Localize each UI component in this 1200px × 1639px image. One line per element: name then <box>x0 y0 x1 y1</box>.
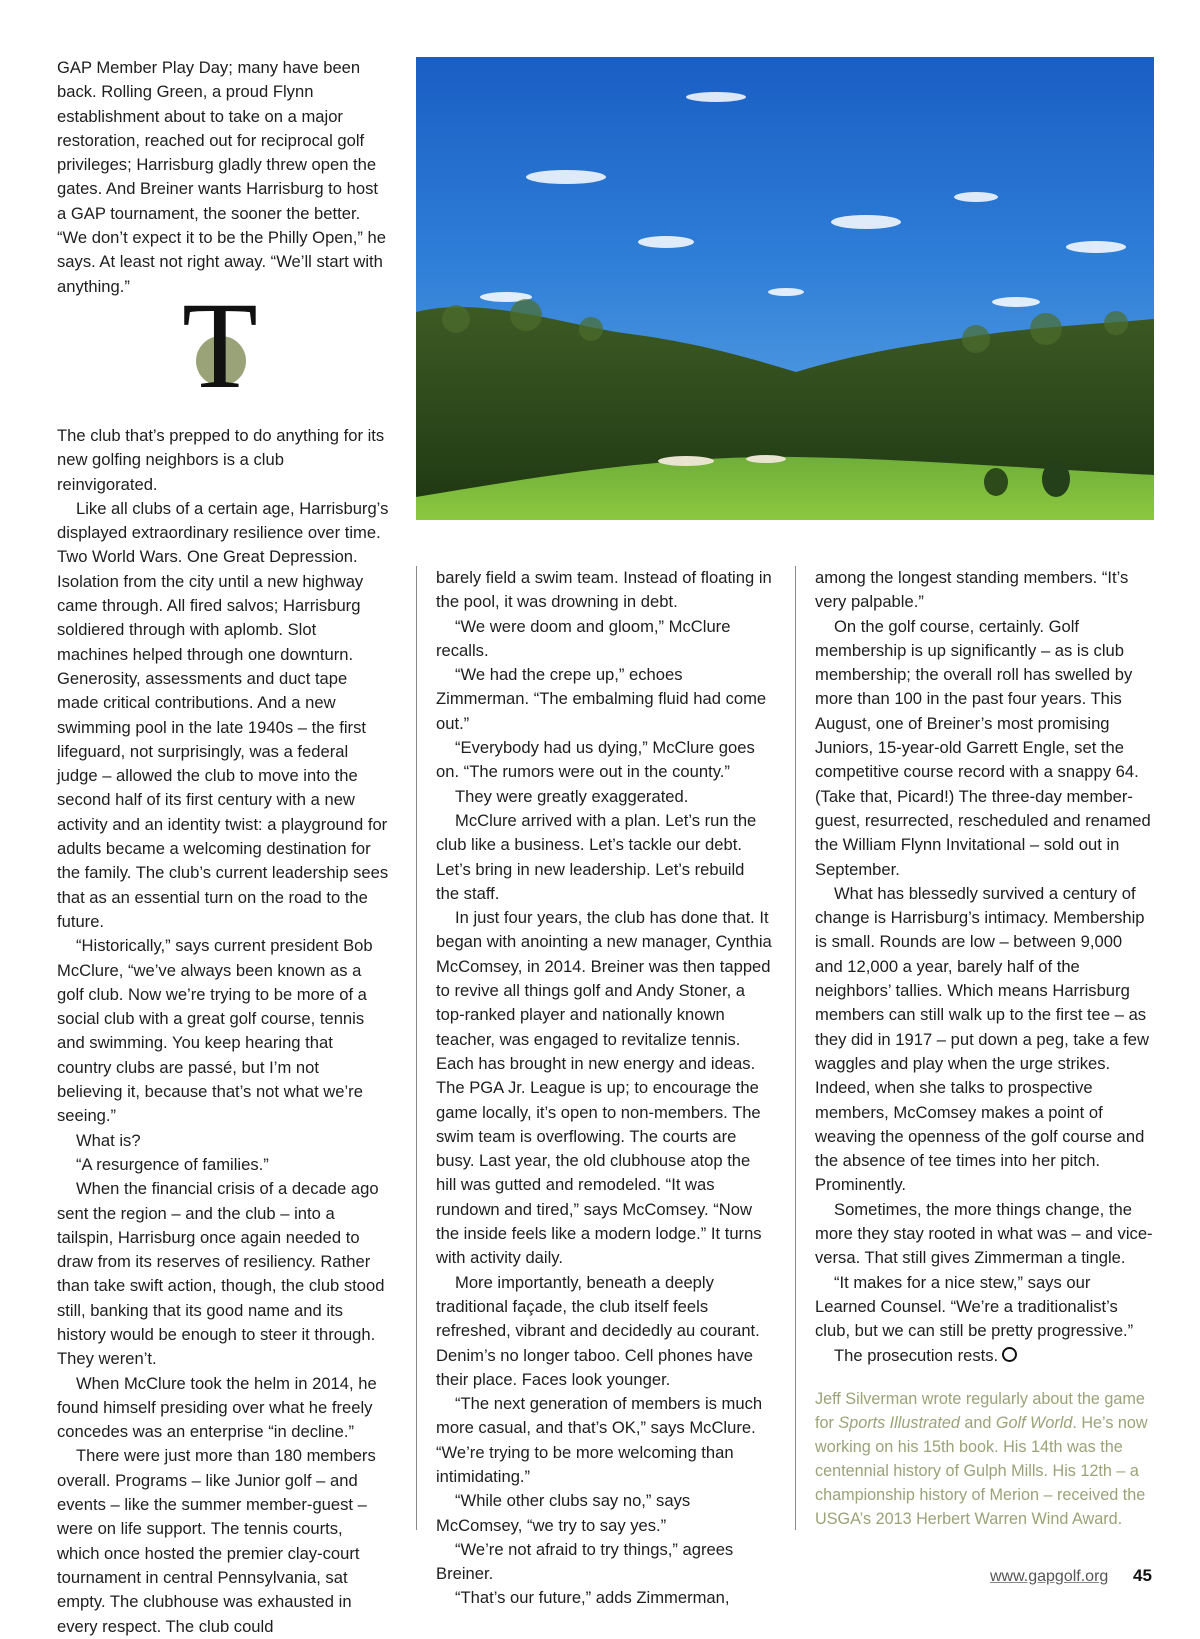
paragraph: They were greatly exaggerated. <box>455 786 689 806</box>
paragraph: GAP Member Play Day; many have been back. Rolling Green, a proud Flynn establishment about to take on a major restoration, reached out for reciprocal golf privileges; Harrisburg gladly threw open the gates. And Breiner wants Harrisburg to host a GAP tournament, the sooner the better. “We don’t expect it to be the Philly Open,” he says. At least not right away. “We’ll start with anything.” <box>57 58 386 296</box>
paragraph: There were just more than 180 members overall. Programs – like Junior golf – and events – like the summer member-guest – were on life support. The tennis courts, which once hosted the premier clay-court tournament in central Pennsylvania, sat empty. The clubhouse was exhausted in every respect. The club could <box>57 1446 376 1636</box>
drop-cap <box>176 277 288 414</box>
column-3 <box>815 566 1153 1368</box>
paragraph: When McClure took the helm in 2014, he found himself presiding over what he freely concedes was an enterprise “in decline.” <box>57 1373 377 1442</box>
column-2 <box>436 566 772 1611</box>
author-bio <box>815 1387 1155 1531</box>
bio-text: and <box>959 1414 996 1432</box>
column-rule <box>416 566 417 1530</box>
paragraph: “Historically,” says current president Bob McClure, “we’ve always been known as a golf club. Now we’re trying to be more of a social club with a great golf course, tennis and swimming. You keep hearing that country clubs are passé, but I’m not believing it, because that’s not what we’re seeing.” <box>57 936 373 1126</box>
golf-course-photo <box>416 57 1154 520</box>
paragraph: The prosecution rests. <box>815 1344 1153 1368</box>
column-1-top <box>57 56 389 299</box>
paragraph: Like all clubs of a certain age, Harrisburg’s displayed extraordinary resilience over time. Two World Wars. One Great Depression. Isolation from the city until a new highway came through. All fired salvos; Harrisburg soldiered through with aplomb. Slot machines helped through one downturn. Generosity, assessments and duct tape made critical contributions. And a new swimming pool in the late 1940s – the first lifeguard, not surprisingly, was a federal judge – allowed the club to move into the second half of its first century with a new activity and an identity twist: a playground for adults became a welcoming destination for the family. The club’s current leadership sees that as an essential turn on the road to the future. <box>57 498 389 931</box>
paragraph: “We had the crepe up,” echoes Zimmerman. “The embalming fluid had come out.” <box>436 665 767 733</box>
paragraph: barely field a swim team. Instead of floating in the pool, it was drowning in debt. <box>436 568 772 612</box>
paragraph: What is? <box>76 1130 141 1150</box>
bio-text: Jeff Silverman wrote regularly about the game for <box>815 1390 1145 1432</box>
paragraph: The club that’s prepped to do anything for its new golfing neighbors is a club reinvigorated. <box>57 426 385 494</box>
paragraph: among the longest standing members. “It’s very palpable.” <box>815 568 1129 612</box>
paragraph: “The next generation of members is much more casual, and that’s OK,” says McClure. “We’re trying to be more welcoming than intimidating.” <box>436 1394 763 1486</box>
bio-magazine: Sports Illustrated <box>838 1414 960 1432</box>
paragraph: “We’re not afraid to try things,” agrees Breiner. <box>436 1539 734 1584</box>
paragraph: On the golf course, certainly. Golf membership is up significantly – as is club membership; the overall roll has swelled by more than 100 in the past four years. This August, one of Breiner’s most promising Juniors, 15-year-old Garrett Engle, set the competitive course record with a snappy 64. (Take that, Picard!) The three-day member-guest, resurrected, rescheduled and renamed the William Flynn Invitational – sold out in September. <box>815 616 1151 879</box>
paragraph: Sometimes, the more things change, the more they stay rooted in what was – and vice-versa. That still gives Zimmerman a tingle. <box>815 1199 1153 1268</box>
paragraph: In just four years, the club has done that. It began with anointing a new manager, Cynthia McComsey, in 2014. Breiner was then tapped to revive all things golf and Andy Stoner, a top-ranked player and nationally known teacher, was engaged to revitalize tennis. Each has brought in new energy and ideas. The PGA Jr. League is up; to encourage the game locally, it’s open to non-members. The swim team is overflowing. The courts are busy. Last year, the old clubhouse atop the hill was gutted and remodeled. “It was rundown and tired,” says McComsey. “Now the inside feels like a modern lodge.” It turns with activity daily. <box>436 908 772 1268</box>
bio-magazine: Golf World <box>995 1414 1073 1432</box>
paragraph: “It makes for a nice stew,” says our Learned Counsel. “We’re a traditionalist’s club, but we can still be pretty progressive.” <box>815 1272 1134 1341</box>
paragraph: McClure arrived with a plan. Let’s run the club like a business. Let’s tackle our debt. Let’s bring in new leadership. Let’s rebuild the staff. <box>436 810 757 903</box>
paragraph: When the financial crisis of a decade ago sent the region – and the club – into a tailspin, Harrisburg once again needed to draw from its reserves of resiliency. Rather than take swift action, though, the club stood still, banking that its good name and its history would be enough to steer it through. They weren’t. <box>57 1179 385 1369</box>
paragraph: “Everybody had us dying,” McClure goes on. “The rumors were out in the county.” <box>436 738 755 782</box>
paragraph: More importantly, beneath a deeply traditional façade, the club itself feels refreshed, vibrant and decidedly au courant. Denim’s no longer taboo. Cell phones have their place. Faces look younger. <box>436 1272 760 1389</box>
paragraph: “We were doom and gloom,” McClure recalls. <box>436 616 731 660</box>
column-1-bottom <box>57 424 389 1639</box>
paragraph: “A resurgence of families.” <box>76 1154 269 1174</box>
drop-cap-letter: T <box>182 277 258 414</box>
bio-text: . He’s now working on his 15th book. His 14th was the centennial history of Gulph Mills. His 12th – a championship history of Merion – received the USGA’s 2013 Herbert Warren Wind Award. <box>815 1414 1148 1528</box>
paragraph: “That’s our future,” adds Zimmerman, <box>455 1588 730 1608</box>
page-number: 45 <box>1133 1566 1152 1585</box>
end-of-story-icon <box>1002 1347 1017 1362</box>
footer-website-link[interactable]: www.gapgolf.org <box>990 1568 1109 1585</box>
paragraph: What has blessedly survived a century of change is Harrisburg’s intimacy. Membership is small. Rounds are low – between 9,000 and 12,000 a year, barely half of the neighbors’ tallies. Which means Harrisburg members can still walk up to the first tee – as they did in 1917 – put down a peg, take a few waggles and play when the urge strikes. Indeed, when she talks to prospective members, McComsey makes a point of weaving the openness of the golf course and the absence of tee times into her pitch. Prominently. <box>815 883 1149 1195</box>
column-rule <box>795 566 796 1530</box>
paragraph: “While other clubs say no,” says McComsey, “we try to say yes.” <box>436 1491 691 1535</box>
